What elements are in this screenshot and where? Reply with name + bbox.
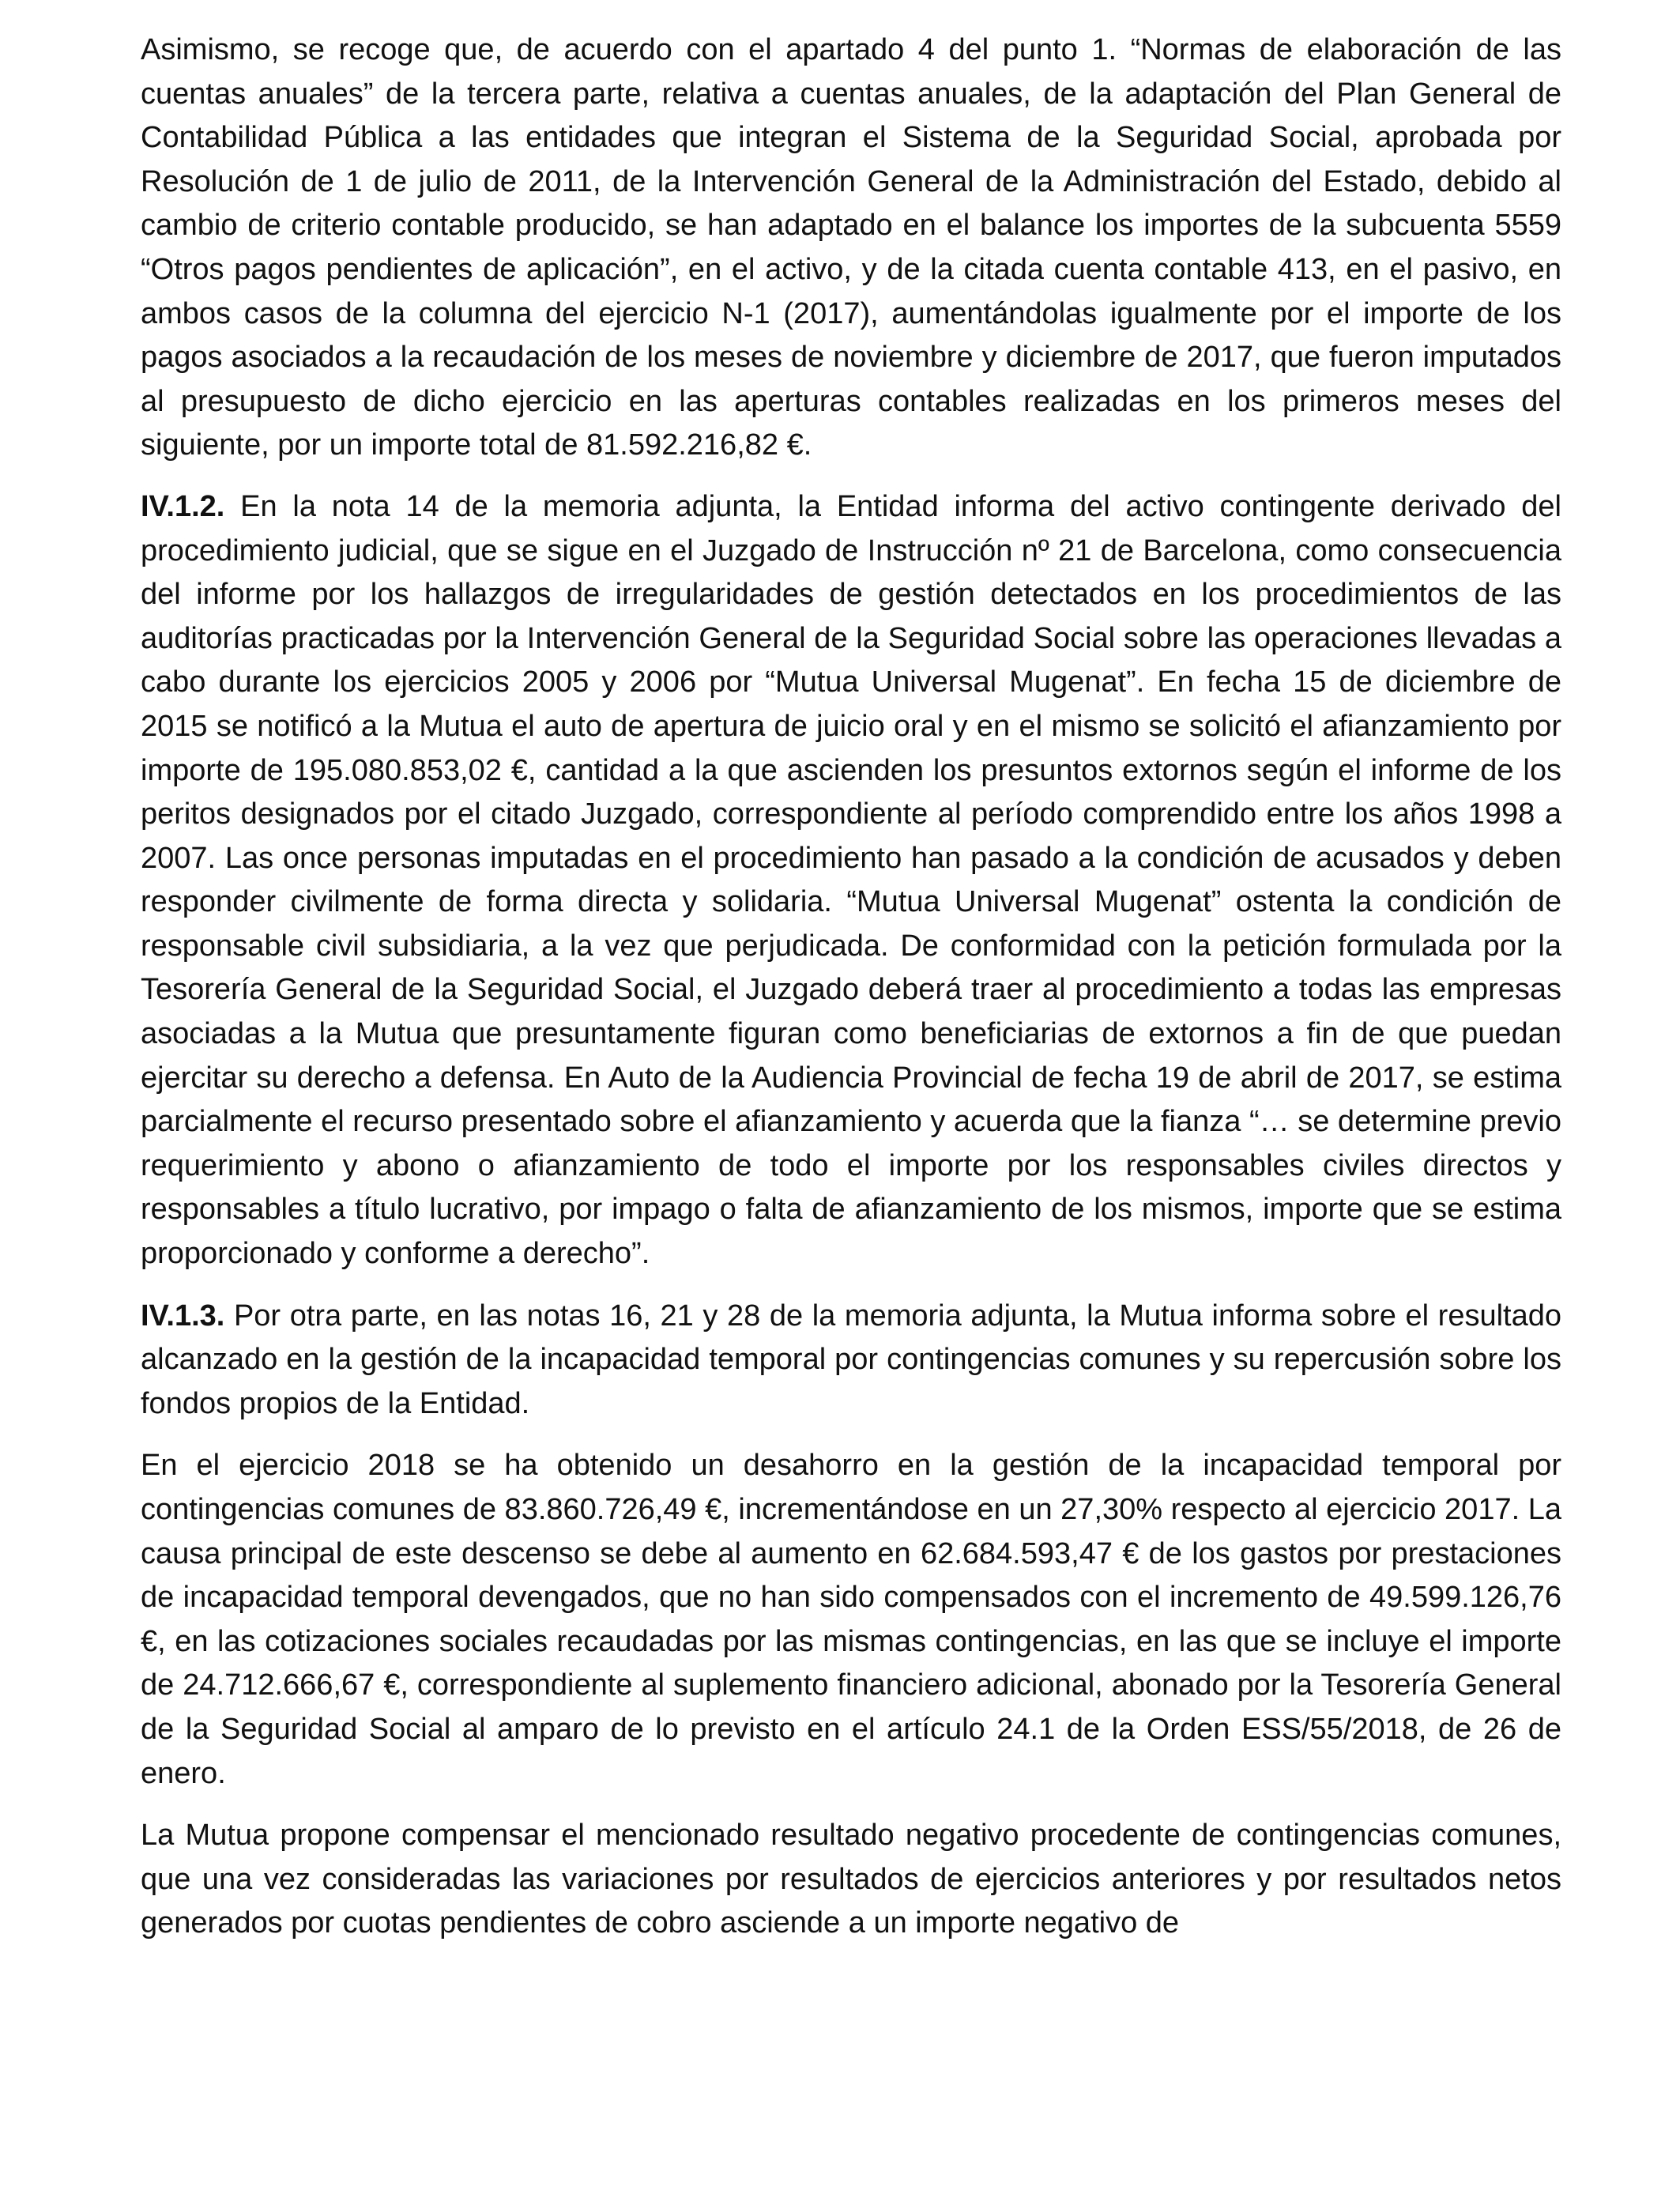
- document-page: [141, 28, 1561, 1964]
- section-number-iv-1-3: IV.1.3.: [141, 1299, 225, 1333]
- paragraph-desahorro-2018: En el ejercicio 2018 se ha obtenido un desahorro en la gestión de la incapacidad temporal por contingencias comunes de 83.860.726,49 €, incrementándose en un 27,30% respecto al ejercicio 2017. La causa principal de este descenso se debe al aumento en 62.684.593,47 € de los gastos por prestaciones de incapacidad temporal devengados, que no han sido compensados con el incremento de 49.599.126,76 €, en las cotizaciones sociales recaudadas por las mismas contingencias, en las que se incluye el importe de 24.712.666,67 €, correspondiente al suplemento financiero adicional, abonado por la Tesorería General de la Seguridad Social al amparo de lo previsto en el artículo 24.1 de la Orden ESS/55/2018, de 26 de enero.: [141, 1449, 1561, 1790]
- paragraph-cambio-criterio: Asimismo, se recoge que, de acuerdo con el apartado 4 del punto 1. “Normas de elaboración de las cuentas anuales” de la tercera parte, relativa a cuentas anuales, de la adaptación del Plan General de Contabilidad Pública a las entidades que integran el Sistema de la Seguridad Social, aprobada por Resolución de 1 de julio de 2011, de la Intervención General de la Administración del Estado, debido al cambio de criterio contable producido, se han adaptado en el balance los importes de la subcuenta 5559 “Otros pagos pendientes de aplicación”, en el activo, y de la citada cuenta contable 413, en el pasivo, en ambos casos de la columna del ejercicio N-1 (2017), aumentándolas igualmente por el importe de los pagos asociados a la recaudación de los meses de noviembre y diciembre de 2017, que fueron imputados al presupuesto de dicho ejercicio en las aperturas contables realizadas en los primeros meses del siguiente, por un importe total de 81.592.216,82 €.: [141, 33, 1561, 462]
- paragraph-iv-1-2: [141, 485, 1561, 1276]
- section-number-iv-1-2: IV.1.2.: [141, 489, 225, 523]
- paragraph-iv-1-3: [141, 1295, 1561, 1427]
- paragraph-compensacion: La Mutua propone compensar el mencionado resultado negativo procedente de contingencias comunes, que una vez consideradas las variaciones por resultados de ejercicios anteriores y por resultados netos generados por cuotas pendientes de cobro asciende a un importe negativo de: [141, 1819, 1561, 1940]
- paragraph-iv-1-2-text: En la nota 14 de la memoria adjunta, la Entidad informa del activo contingente derivado del procedimiento judicial, que se sigue en el Juzgado de Instrucción nº 21 de Barcelona, como consecuencia del informe por los hallazgos de irregularidades de gestión detectados en los procedimientos de las auditorías practicadas por la Intervención General de la Seguridad Social sobre las operaciones llevadas a cabo durante los ejercicios 2005 y 2006 por “Mutua Universal Mugenat”. En fecha 15 de diciembre de 2015 se notificó a la Mutua el auto de apertura de juicio oral y en el mismo se solicitó el afianzamiento por importe de 195.080.853,02 €, cantidad a la que ascienden los presuntos extornos según el informe de los peritos designados por el citado Juzgado, correspondiente al período comprendido entre los años 1998 a 2007. Las once personas imputadas en el procedimiento han pasado a la condición de acusados y deben responder civilmente de forma directa y solidaria. “Mutua Universal Mugenat” ostenta la condición de responsable civil subsidiaria, a la vez que perjudicada. De conformidad con la petición formulada por la Tesorería General de la Seguridad Social, el Juzgado deberá traer al procedimiento a todas las empresas asociadas a la Mutua que presuntamente figuran como beneficiarias de extornos a fin de que puedan ejercitar su derecho a defensa. En Auto de la Audiencia Provincial de fecha 19 de abril de 2017, se estima parcialmente el recurso presentado sobre el afianzamiento y acuerda que la fianza “… se determine previo requerimiento y abono o afianzamiento de todo el importe por los responsables civiles directos y responsables a título lucrativo, por impago o falta de afianzamiento de los mismos, importe que se estima proporcionado y conforme a derecho”.: [141, 489, 1561, 1271]
- paragraph-iv-1-3-text: Por otra parte, en las notas 16, 21 y 28 de la memoria adjunta, la Mutua informa sobre el resultado alcanzado en la gestión de la incapacidad temporal por contingencias comunes y su repercusión sobre los fondos propios de la Entidad.: [141, 1299, 1561, 1420]
